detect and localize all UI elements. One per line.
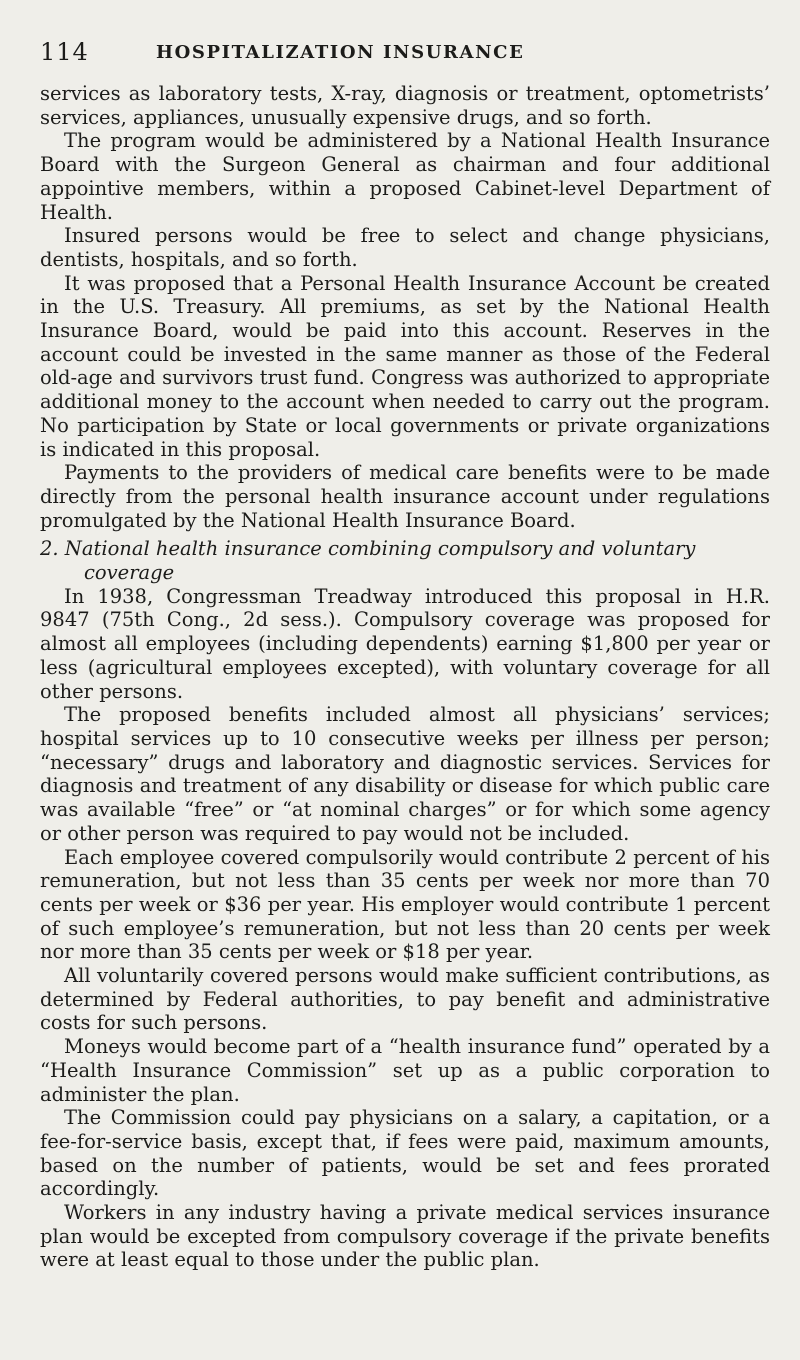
document-page — [40, 0, 770, 1360]
paragraph: services as laboratory tests, X-ray, diagnosis or treatment, optometrists’ services, appliances, unusually expensive drugs, and so forth. — [40, 82, 770, 129]
paragraph: The program would be administered by a National Health Insurance Board with the Surgeon General as chairman and four additional appointive members, within a proposed Cabinet-level Department of Health. — [40, 129, 770, 224]
paragraph: It was proposed that a Personal Health Insurance Account be created in the U.S. Treasury. All premiums, as set by the National Health Insurance Board, would be paid into this account. Reserves in the account could be invested in the same manner as those of the Federal old-age and survivors trust fund. Congress was authorized to appropriate additional money to the account when needed to carry out the program. No participation by State or local governments or private organizations is indicated in this proposal. — [40, 271, 770, 461]
paragraph: Workers in any industry having a private medical services insurance plan would be excepted from compulsory coverage if the private benefits were at least equal to those under the public plan. — [40, 1201, 770, 1272]
section-heading-line1: 2. National health insurance combining compulsory and voluntary — [40, 537, 696, 561]
paragraph: All voluntarily covered persons would make sufficient contributions, as determined by Federal authorities, to pay benefit and administrative costs for such persons. — [40, 964, 770, 1035]
paragraph: Payments to the providers of medical care benefits were to be made directly from the personal health insurance account under regulations promulgated by the National Health Insurance Board. — [40, 461, 770, 532]
section-heading-line2: coverage — [84, 561, 175, 585]
paragraph: The proposed benefits included almost all physicians’ services; hospital services up to 10 consecutive weeks per illness per person; “necessary” drugs and laboratory and diagnostic services. Services for diagnosis and treatment of any disability or disease for which public care was available “free” or “at nominal charges” or for which some agency or other person was required to pay would not be included. — [40, 703, 770, 845]
paragraph: In 1938, Congressman Treadway introduced this proposal in H.R. 9847 (75th Cong., 2d sess.). Compulsory coverage was proposed for almost all employees (including dependents) earning $1,800 per year or less (agricultural employees excepted), with voluntary coverage for all other persons. — [40, 584, 770, 703]
running-header — [40, 38, 770, 68]
paragraph: Moneys would become part of a “health insurance fund” operated by a “Health Insurance Commission” set up as a public corporation to administer the plan. — [40, 1035, 770, 1106]
section-heading — [40, 537, 770, 584]
paragraph: The Commission could pay physicians on a salary, a capitation, or a fee-for-service basis, except that, if fees were paid, maximum amounts, based on the number of patients, would be set and fees prorated accordingly. — [40, 1106, 770, 1201]
page-number: 114 — [40, 38, 89, 66]
running-title: HOSPITALIZATION INSURANCE — [156, 42, 525, 63]
paragraph: Each employee covered compulsorily would contribute 2 percent of his remuneration, but not less than 35 cents per week nor more than 70 cents per week or $36 per year. His employer would contribute 1 percent of such employee’s remuneration, but not less than 20 cents per week nor more than 35 cents per week or $18 per year. — [40, 845, 770, 964]
body-text — [40, 82, 770, 1272]
paragraph: Insured persons would be free to select and change physicians, dentists, hospitals, and so forth. — [40, 224, 770, 271]
